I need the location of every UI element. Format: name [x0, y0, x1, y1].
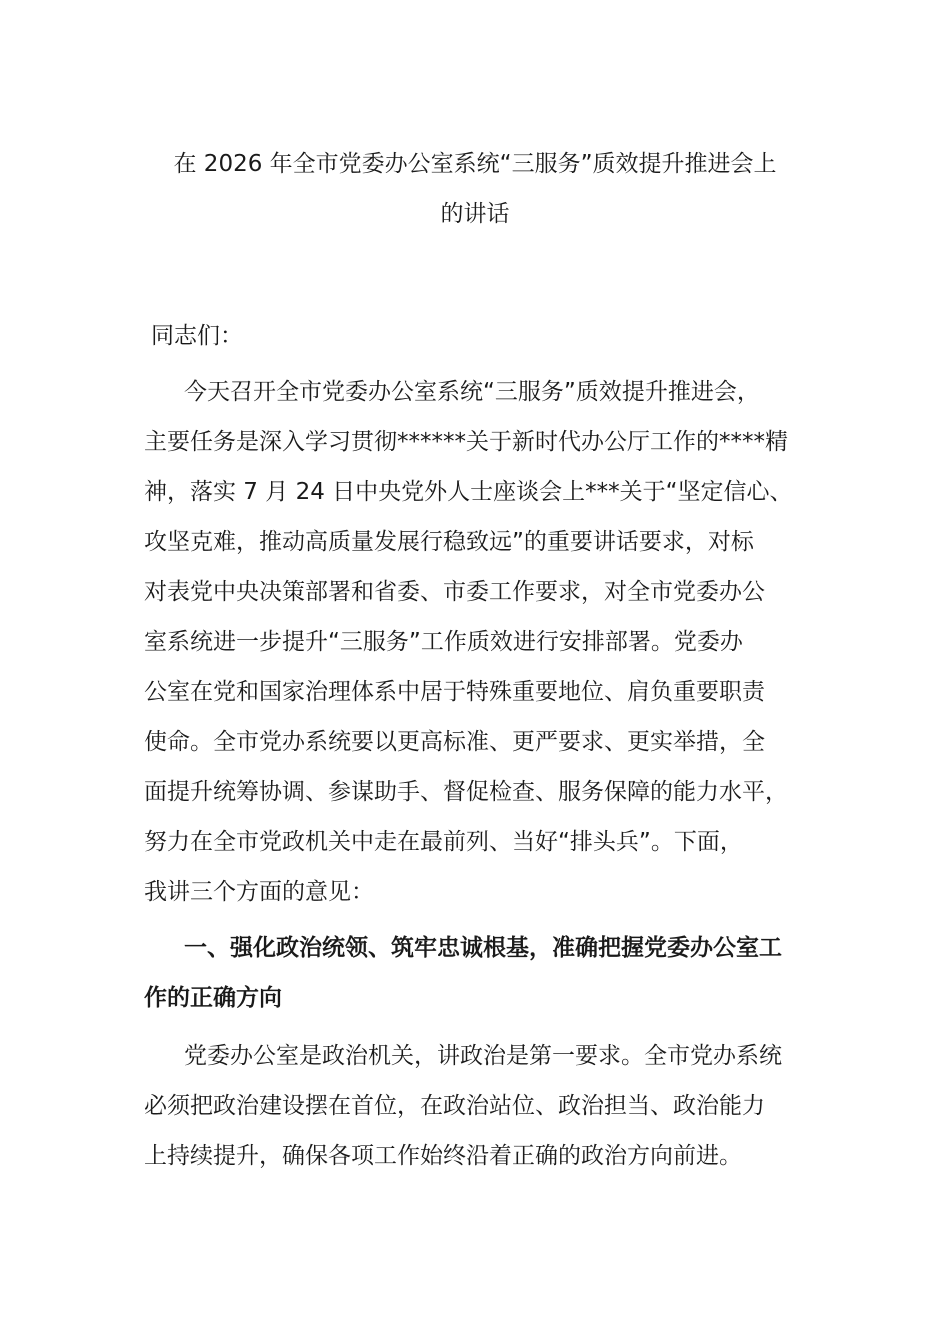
- section-heading-line: 作的正确方向: [144, 985, 282, 1011]
- paragraph-line: 面提升统筹协调、参谋助手、督促检查、服务保障的能力水平，: [144, 779, 788, 805]
- paragraph-line: 必须把政治建设摆在首位，在政治站位、政治担当、政治能力: [144, 1093, 765, 1119]
- paragraph-line: 神，落实 7 月 24 日中央党外人士座谈会上***关于“坚定信心、: [144, 479, 793, 505]
- document-title-line-1: 在 2026 年全市党委办公室系统“三服务”质效提升推进会上: [173, 151, 777, 177]
- paragraph-line: 今天召开全市党委办公室系统“三服务”质效提升推进会，: [184, 379, 760, 405]
- document-title-line-2: 的讲话: [440, 201, 510, 227]
- paragraph-line: 公室在党和国家治理体系中居于特殊重要地位、肩负重要职责: [144, 679, 765, 705]
- paragraph-line: 对表党中央决策部署和省委、市委工作要求，对全市党委办公: [144, 579, 765, 605]
- paragraph-line: 主要任务是深入学习贯彻******关于新时代办公厅工作的****精: [144, 429, 788, 455]
- paragraph-line: 努力在全市党政机关中走在最前列、当好“排头兵”。下面，: [144, 829, 743, 855]
- paragraph-line: 党委办公室是政治机关，讲政治是第一要求。全市党办系统: [184, 1043, 782, 1069]
- salutation: 同志们：: [151, 323, 243, 349]
- paragraph-line: 使命。全市党办系统要以更高标准、更严要求、更实举措，全: [144, 729, 765, 755]
- paragraph-line: 我讲三个方面的意见：: [144, 879, 374, 905]
- section-heading-line: 一、强化政治统领、筑牢忠诚根基，准确把握党委办公室工: [184, 935, 782, 961]
- paragraph-line: 攻坚克难，推动高质量发展行稳致远”的重要讲话要求，对标: [144, 529, 754, 555]
- paragraph-line: 上持续提升，确保各项工作始终沿着正确的政治方向前进。: [144, 1143, 742, 1169]
- paragraph-line: 室系统进一步提升“三服务”工作质效进行安排部署。党委办: [144, 629, 743, 655]
